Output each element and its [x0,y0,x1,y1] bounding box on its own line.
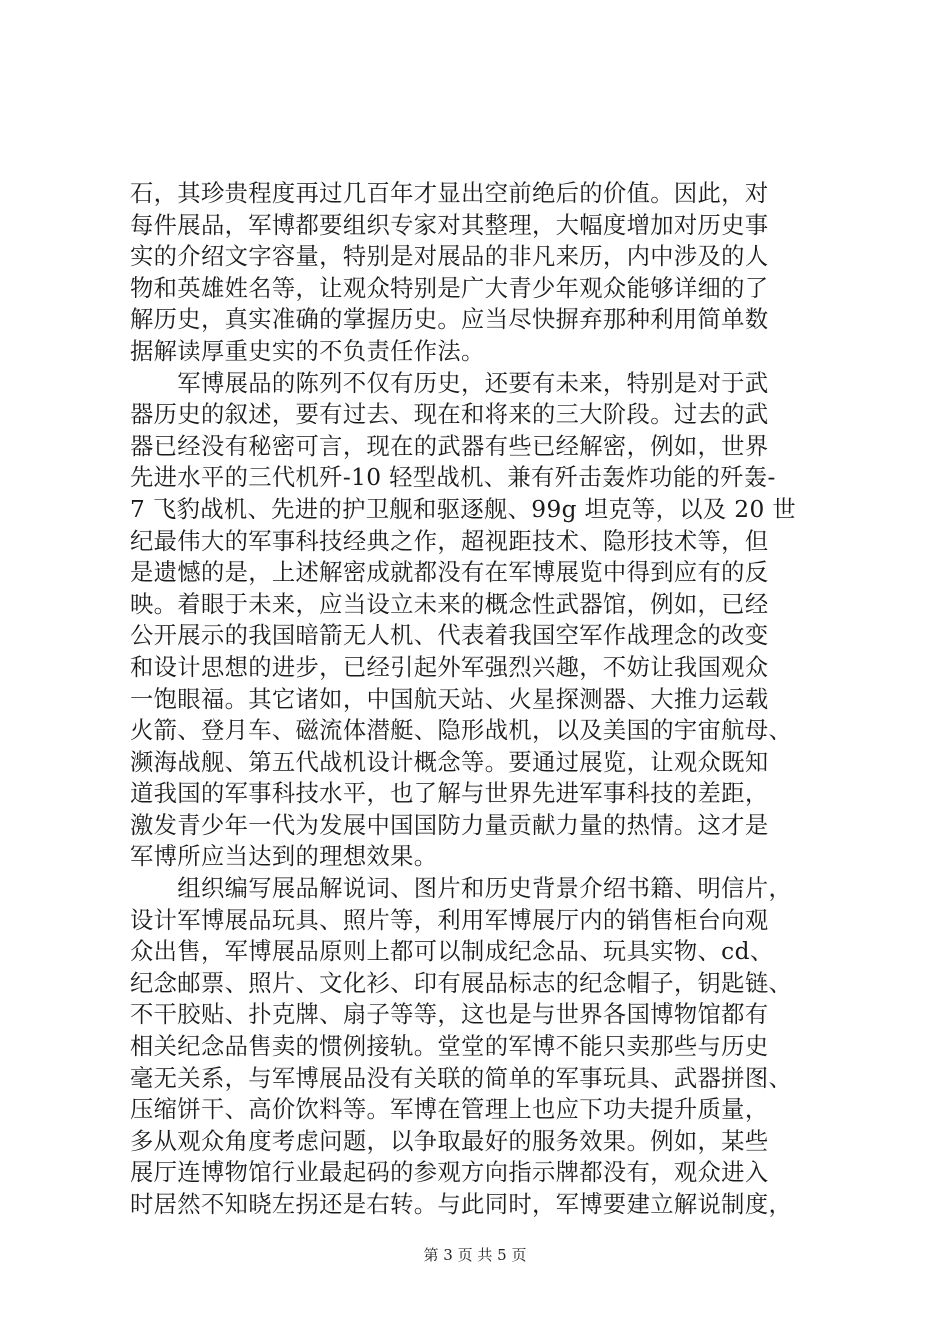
text-line: 一饱眼福。其它诸如，中国航天站、火星探测器、大推力运载 [130,685,769,713]
text-line: 实的介绍文字容量，特别是对展品的非凡来历，内中涉及的人 [130,243,769,271]
text-line: 据解读厚重史实的不负责任作法。 [130,337,485,365]
text-line: 军博所应当达到的理想效果。 [130,843,438,871]
text-line: 器已经没有秘密可言，现在的武器有些已经解密，例如，世界 [130,432,769,460]
text-line: 解历史，真实准确的掌握历史。应当尽快摒弃那种利用简单数 [130,306,769,334]
text-line: 映。着眼于未来，应当设立未来的概念性武器馆，例如，已经 [130,590,769,618]
page-footer: 第 3 页 共 5 页 [423,1246,527,1264]
text-line: 是遗憾的是，上述解密成就都没有在军博展览中得到应有的反 [130,559,769,587]
text-line: 相关纪念品售卖的惯例接轨。堂堂的军博不能只卖那些与历史 [130,1033,769,1061]
body-text [130,178,830,1221]
text-line: 先进水平的三代机歼-10 轻型战机、兼有歼击轰炸功能的歼轰- [130,464,776,492]
text-line: 激发青少年一代为发展中国国防力量贡献力量的热情。这才是 [130,811,769,839]
text-line: 每件展品，军博都要组织专家对其整理，大幅度增加对历史事 [130,211,769,239]
text-line: 物和英雄姓名等，让观众特别是广大青少年观众能够详细的了 [130,274,769,302]
text-line: 器历史的叙述，要有过去、现在和将来的三大阶段。过去的武 [130,401,769,429]
text-line: 不干胶贴、扑克牌、扇子等等，这也是与世界各国博物馆都有 [130,1001,769,1029]
text-line: 组织编写展品解说词、图片和历史背景介绍书籍、明信片， [130,875,793,903]
text-line: 和设计思想的进步，已经引起外军强烈兴趣，不妨让我国观众 [130,653,769,681]
text-line: 石，其珍贵程度再过几百年才显出空前绝后的价值。因此，对 [130,180,769,207]
text-line: 展厅连博物馆行业最起码的参观方向指示牌都没有，观众进入 [130,1159,769,1187]
text-line: 时居然不知晓左拐还是右转。与此同时，军博要建立解说制度， [130,1191,793,1218]
text-line: 压缩饼干、高价饮料等。军博在管理上也应下功夫提升质量， [130,1096,769,1124]
text-line: 道我国的军事科技水平，也了解与世界先进军事科技的差距， [130,780,769,808]
text-line: 设计军博展品玩具、照片等，利用军博展厅内的销售柜台向观 [130,906,769,934]
text-line: 毫无关系，与军博展品没有关联的简单的军事玩具、武器拼图、 [130,1064,793,1092]
text-line: 濒海战舰、第五代战机设计概念等。要通过展览，让观众既知 [130,748,769,776]
text-line: 纪最伟大的军事科技经典之作，超视距技术、隐形技术等，但 [130,527,769,555]
text-line: 军博展品的陈列不仅有历史，还要有未来，特别是对于武 [130,369,769,397]
text-line: 7 飞豹战机、先进的护卫舰和驱逐舰、99g 坦克等，以及 20 世 [130,495,797,523]
text-line: 火箭、登月车、磁流体潜艇、隐形战机，以及美国的宇宙航母、 [130,717,793,745]
text-line: 公开展示的我国暗箭无人机、代表着我国空军作战理念的改变 [130,622,769,650]
text-line: 多从观众角度考虑问题，以争取最好的服务效果。例如，某些 [130,1127,769,1155]
text-line: 众出售，军博展品原则上都可以制成纪念品、玩具实物、cd、 [130,938,774,966]
text-line: 纪念邮票、照片、文化衫、印有展品标志的纪念帽子，钥匙链、 [130,969,793,997]
